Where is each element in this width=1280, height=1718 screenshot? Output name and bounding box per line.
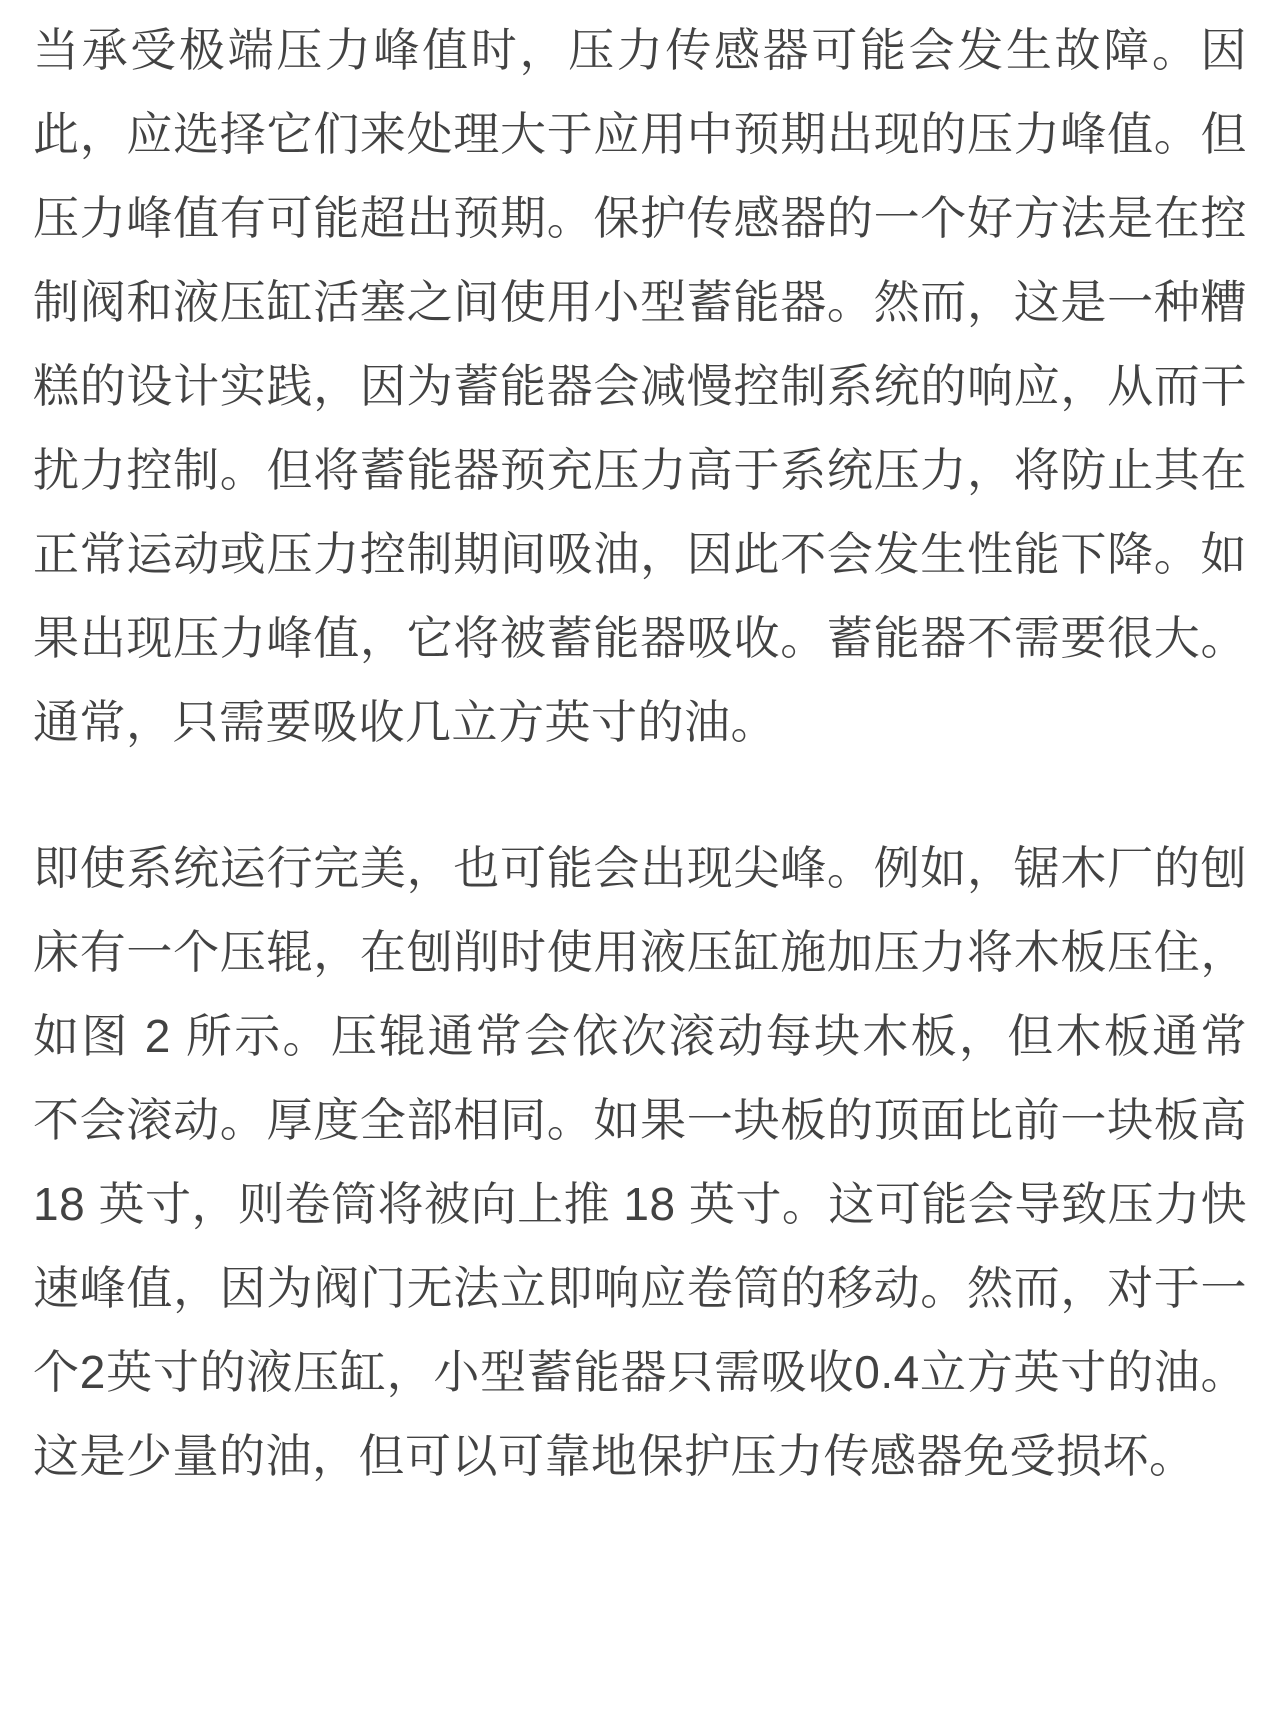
paragraph-sawmill-example: 即使系统运行完美，也可能会出现尖峰。例如，锯木厂的刨床有一个压辊，在刨削时使用液压缸施加压力将木板压住，如图 2 所示。压辊通常会依次滚动每块木板，但木板通常不会滚动。厚度全部相同。如果一块板的顶面比前一块板高 18 英寸，则卷筒将被向上推 18 英寸。这可能会导致压力快速峰值，因为阀门无法立即响应卷筒的移动。然而，对于一个2英寸的液压缸，小型蓄能器只需吸收0.4立方英寸的油。这是少量的油，但可以可靠地保护压力传感器免受损坏。 xyxy=(33,842,1247,1482)
paragraph-accumulator-protection: 当承受极端压力峰值时，压力传感器可能会发生故障。因此，应选择它们来处理大于应用中预期出现的压力峰值。但压力峰值有可能超出预期。保护传感器的一个好方法是在控制阀和液压缸活塞之间使用小型蓄能器。然而，这是一种糟糕的设计实践，因为蓄能器会减慢控制系统的响应，从而干扰力控制。但将蓄能器预充压力高于系统压力，将防止其在正常运动或压力控制期间吸油，因此不会发生性能下降。如果出现压力峰值，它将被蓄能器吸收。蓄能器不需要很大。通常，只需要吸收几立方英寸的油。 xyxy=(33,24,1247,748)
